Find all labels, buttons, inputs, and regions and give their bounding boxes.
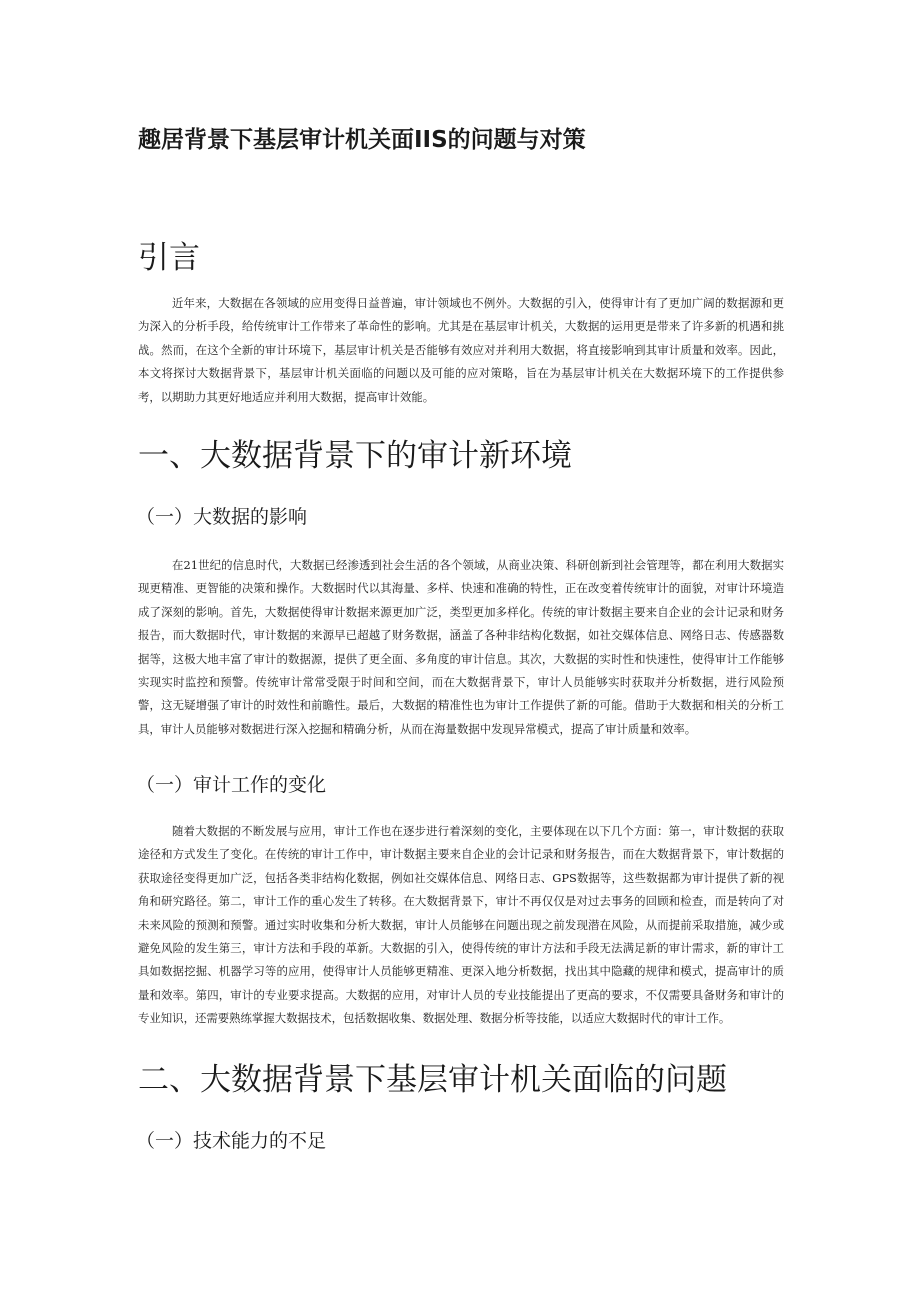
section-heading-1: 一、大数据背景下的审计新环境 bbox=[138, 438, 572, 474]
subsection-1-1-paragraph: 在21世纪的信息时代，大数据已经渗透到社会生活的各个领域，从商业决策、科研创新到社会管理等，都在利用大数据实现更精准、更智能的决策和操作。大数据时代以其海量、多样、快速和准确的特性，正在改变着传统审计的面貌，对审计环境造成了深刻的影响。首先，大数据使得审计数据来源更加广泛，类型更加多样化。传统的审计数据主要来自企业的会计记录和财务报告，而大数据时代，审计数据的来源早已超越了财务数据，涵盖了各种非结构化数据，如社交媒体信息、网络日志、传感器数据等，这极大地丰富了审计的数据源，提供了更全面、多角度的审计信息。其次，大数据的实时性和快速性，使得审计工作能够实现实时监控和预警。传统审计常常受限于时间和空间，而在大数据背景下，审计人员能够实时获取并分析数据，进行风险预警，这无疑增强了审计的时效性和前瞻性。最后，大数据的精准性也为审计工作提供了新的可能。借助于大数据和相关的分析工具，审计人员能够对数据进行深入挖掘和精确分析，从而在海量数据中发现异常模式，提高了审计质量和效率。 bbox=[138, 558, 784, 736]
subsection-heading-1-1: （一）大数据的影响 bbox=[136, 506, 308, 528]
introduction-paragraph: 近年来，大数据在各领域的应用变得日益普遍，审计领域也不例外。大数据的引入，使得审计有了更加广阔的数据源和更为深入的分析手段，给传统审计工作带来了革命性的影响。尤其是在基层审计机关，大数据的运用更是带来了许多新的机遇和挑战。然而，在这个全新的审计环境下，基层审计机关是否能够有效应对并利用大数据，将直接影响到其审计质量和效率。因此，本文将探讨大数据背景下，基层审计机关面临的问题以及可能的应对策略，旨在为基层审计机关在大数据环境下的工作提供参考，以期助力其更好地适应并利用大数据，提高审计效能。 bbox=[138, 296, 784, 404]
section-heading-2: 二、大数据背景下基层审计机关面临的问题 bbox=[138, 1062, 727, 1098]
document-title: 趣居背景下基层审计机关面IIS的问题与对策 bbox=[138, 127, 586, 153]
subsection-1-2-paragraph: 随着大数据的不断发展与应用，审计工作也在逐步进行着深刻的变化，主要体现在以下几个方面：第一，审计数据的获取途径和方式发生了变化。在传统的审计工作中，审计数据主要来自企业的会计记录和财务报告，而在大数据背景下，审计数据的获取途径变得更加广泛，包括各类非结构化数据，例如社交媒体信息、网络日志、GPS数据等，这些数据都为审计提供了新的视角和研究路径。第二，审计工作的重心发生了转移。在大数据背景下，审计不再仅仅是对过去事务的回顾和检查，而是转向了对未来风险的预测和预警。通过实时收集和分析大数据，审计人员能够在问题出现之前发现潜在风险，从而提前采取措施，减少或避免风险的发生第三，审计方法和手段的革新。大数据的引入，使得传统的审计方法和手段无法满足新的审计需求，新的审计工具如数据挖掘、机器学习等的应用，使得审计人员能够更精准、更深入地分析数据，找出其中隐藏的规律和模式，提高审计的质量和效率。第四，审计的专业要求提高。大数据的应用，对审计人员的专业技能提出了更高的要求，不仅需要具备财务和审计的专业知识，还需要熟练掌握大数据技术，包括数据收集、数据处理、数据分析等技能，以适应大数据时代的审计工作。 bbox=[138, 824, 784, 1026]
subsection-heading-2-1: （一）技术能力的不足 bbox=[136, 1130, 327, 1152]
section-heading-introduction: 引言 bbox=[138, 240, 200, 276]
subsection-heading-1-2: （一）审计工作的变化 bbox=[136, 774, 327, 796]
